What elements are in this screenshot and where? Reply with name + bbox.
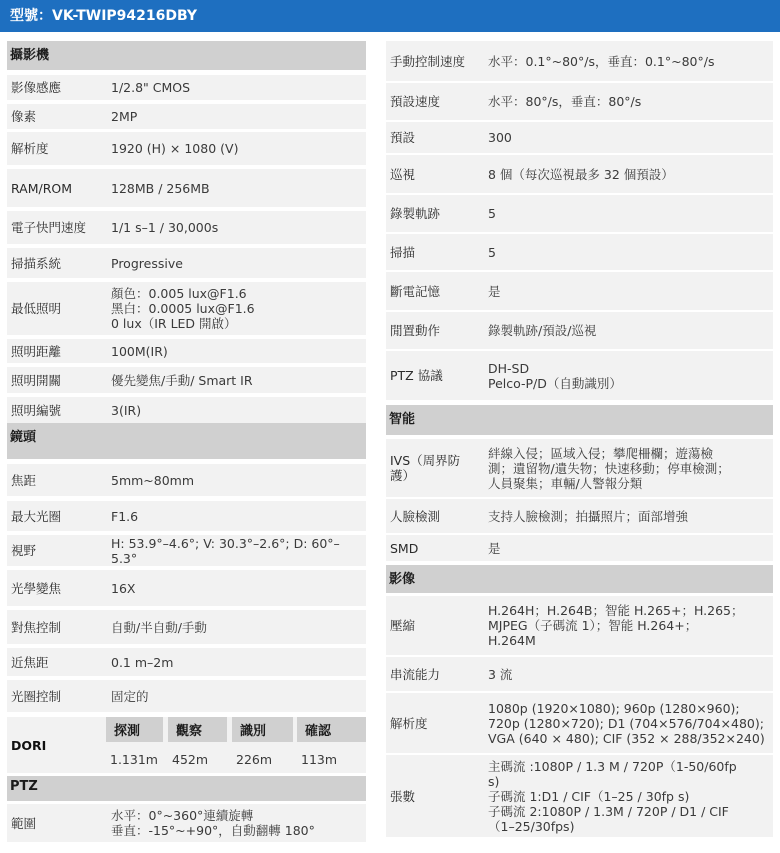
- spec-value: [106, 169, 366, 207]
- spec-value-line: 水平：0°~360°連續旋轉: [111, 808, 254, 823]
- dori-header: 確認: [297, 717, 366, 742]
- spec-row: [386, 657, 773, 691]
- spec-value-line: 3(IR): [111, 402, 142, 418]
- spec-label: 電子快門速度: [11, 220, 87, 235]
- spec-value-line: 水平：80°/s，垂直：80°/s: [488, 94, 642, 109]
- dori-value: 226m: [232, 745, 293, 773]
- spec-value-line: 水平：0.1°~80°/s，垂直：0.1°~80°/s: [488, 53, 715, 69]
- spec-value: [106, 248, 366, 278]
- spec-row: [7, 570, 366, 606]
- spec-value-line: 固定的: [111, 688, 149, 704]
- spec-value: [483, 755, 773, 837]
- spec-value: [106, 804, 366, 842]
- spec-value-line: 5: [488, 244, 496, 260]
- spec-label: 光圈控制: [11, 688, 62, 704]
- spec-value: [106, 104, 366, 129]
- spec-value: [106, 397, 366, 423]
- spec-row: [386, 234, 773, 270]
- spec-value-line: 顏色：0.005 lux@F1.6: [111, 286, 247, 301]
- section-title: 鏡頭: [10, 430, 37, 445]
- spec-value: [483, 351, 773, 400]
- spec-value-line: （1–25/30fps): [488, 818, 575, 834]
- spec-value: [106, 282, 366, 335]
- spec-value-line: H: 53.9°–4.6°; V: 30.3°–2.6°; D: 60°–5.3°: [111, 535, 340, 566]
- spec-label: 預設速度: [390, 94, 441, 109]
- spec-value-line: 16X: [111, 580, 136, 596]
- spec-label: 手動控制速度: [390, 53, 466, 69]
- spec-row: [7, 610, 366, 644]
- dori-value: 1.131m: [106, 745, 163, 773]
- spec-value-line: 是: [488, 540, 501, 556]
- spec-value-line: 支持人臉檢測；拍攝照片；面部增強: [488, 508, 689, 524]
- section-title: 影像: [389, 572, 416, 587]
- spec-value: [483, 155, 773, 193]
- spec-label: 閒置動作: [390, 323, 441, 338]
- spec-label: PTZ 協議: [390, 368, 443, 383]
- spec-value-line: 子碼流 1:D1 / CIF（1–25 / 30fp s): [488, 788, 690, 804]
- spec-value-line: 5mm~80mm: [111, 472, 195, 488]
- section-camera: [7, 41, 366, 70]
- spec-row: [386, 83, 773, 120]
- spec-label: 最低照明: [11, 301, 62, 316]
- spec-value: [106, 535, 366, 566]
- spec-value: [483, 535, 773, 561]
- spec-value-line: 錄製軌跡/預設/巡視: [488, 323, 597, 338]
- spec-label: SMD: [390, 540, 419, 556]
- spec-row: [386, 272, 773, 310]
- spec-label: 解析度: [11, 141, 49, 156]
- spec-row: [386, 596, 773, 655]
- spec-row: [386, 195, 773, 232]
- spec-value: [483, 657, 773, 691]
- spec-value-line: 1920 (H) × 1080 (V): [111, 141, 239, 156]
- spec-value-line: 100M(IR): [111, 343, 168, 359]
- spec-value-line: 300: [488, 130, 512, 145]
- spec-value-line: MJPEG（子碼流 1）；智能 H.264+；: [488, 618, 698, 633]
- spec-value: [106, 680, 366, 712]
- spec-value-line: 3 流: [488, 666, 513, 682]
- spec-label: 掃描: [390, 244, 416, 260]
- spec-value: [106, 211, 366, 244]
- spec-value-line: 0 lux（IR LED 開啟）: [111, 316, 237, 331]
- spec-value-line: 1/1 s–1 / 30,000s: [111, 220, 219, 235]
- spec-label: 焦距: [11, 472, 37, 488]
- spec-value-line: 1080p (1920×1080); 960p (1280×960);: [488, 700, 740, 716]
- spec-label: 最大光圈: [11, 508, 62, 524]
- spec-row: [386, 755, 773, 837]
- spec-value-line: 720p (1280×720); D1 (704×576/704×480);: [488, 715, 764, 731]
- spec-value-line: s): [488, 773, 500, 789]
- spec-value-line: 垂直：-15°~+90°，自動翻轉 180°: [111, 823, 315, 838]
- spec-value-line: 優先變焦/手動/ Smart IR: [111, 372, 253, 388]
- spec-value-line: 測；遺留物/遺失物；快速移動；停車檢測；: [488, 460, 730, 476]
- spec-value-line: VGA (640 × 480); CIF (352 × 288/352×240): [488, 730, 765, 746]
- spec-row: [386, 41, 773, 81]
- spec-row: [7, 104, 366, 129]
- dori-label: DORI: [11, 737, 47, 753]
- spec-row: [386, 155, 773, 193]
- spec-value-line: 0.1 m–2m: [111, 654, 174, 670]
- spec-value: [483, 693, 773, 753]
- spec-value-line: 絆線入侵；區域入侵；攀爬柵欄；遊蕩檢: [488, 445, 714, 461]
- spec-value: [106, 610, 366, 644]
- spec-label: 解析度: [390, 715, 428, 731]
- spec-row: [386, 439, 773, 497]
- dori-header: 識別: [232, 717, 293, 742]
- spec-label: 斷電記憶: [390, 283, 441, 299]
- spec-value: [106, 464, 366, 496]
- spec-row: [7, 648, 366, 676]
- spec-label: 預設: [390, 130, 416, 145]
- spec-value: [106, 367, 366, 393]
- spec-row: [7, 397, 366, 423]
- spec-value-line: 主碼流 :1080P / 1.3 M / 720P（1-50/60fp: [488, 758, 737, 774]
- spec-value: [106, 339, 366, 363]
- dori-value: 113m: [297, 745, 366, 773]
- section-lens: [7, 423, 366, 459]
- section-smart: [386, 405, 773, 435]
- spec-value: [483, 234, 773, 270]
- spec-label: 壓縮: [390, 618, 416, 633]
- dori-header: 觀察: [168, 717, 227, 742]
- section-title: PTZ: [10, 779, 38, 794]
- spec-label: IVS（周界防護）: [390, 453, 461, 483]
- spec-label: 錄製軌跡: [390, 206, 441, 221]
- spec-value: [483, 439, 773, 497]
- spec-row: [7, 535, 366, 566]
- spec-value: [483, 272, 773, 310]
- section-video: [386, 565, 773, 593]
- spec-value-line: Progressive: [111, 255, 183, 271]
- spec-value-line: H.264H；H.264B；智能 H.265+；H.265；: [488, 603, 744, 618]
- spec-value-line: 128MB / 256MB: [111, 180, 210, 196]
- spec-value: [483, 312, 773, 349]
- spec-value-line: Pelco-P/D（自動識別）: [488, 375, 622, 391]
- section-ptz: [7, 776, 366, 801]
- spec-label: 張數: [390, 788, 416, 804]
- model-title: 型號：VK-TWIP94216DBY: [10, 8, 198, 24]
- spec-label: RAM/ROM: [11, 180, 73, 196]
- spec-value-line: 5: [488, 206, 496, 221]
- spec-label: 光學變焦: [11, 580, 62, 596]
- spec-value-line: 人員聚集；車輛/人警報分類: [488, 475, 643, 491]
- spec-value-line: 1/2.8" CMOS: [111, 80, 191, 95]
- spec-row: [7, 211, 366, 244]
- spec-label: 照明開關: [11, 372, 62, 388]
- spec-row: [7, 367, 366, 393]
- spec-label: 人臉檢測: [390, 508, 441, 524]
- spec-value: [483, 122, 773, 153]
- spec-value-line: 2MP: [111, 109, 138, 124]
- spec-value: [483, 499, 773, 533]
- spec-label: 對焦控制: [11, 619, 62, 635]
- spec-value-line: 自動/半自動/手動: [111, 619, 207, 635]
- spec-label: 近焦距: [11, 654, 49, 670]
- spec-label: 照明距離: [11, 343, 62, 359]
- section-title: 攝影機: [10, 48, 50, 63]
- spec-row: [7, 282, 366, 335]
- spec-row: [7, 804, 366, 842]
- spec-row: [386, 351, 773, 400]
- spec-row: [386, 499, 773, 533]
- dori-header: 探測: [106, 717, 163, 742]
- spec-row: [7, 464, 366, 496]
- spec-value: [483, 41, 773, 81]
- spec-row: [7, 132, 366, 165]
- spec-label: 掃描系統: [11, 255, 62, 271]
- model-title-bar: [0, 0, 780, 32]
- spec-label: 範圍: [11, 815, 37, 831]
- spec-label: 照明編號: [11, 402, 62, 418]
- spec-row: [7, 248, 366, 278]
- spec-label: 視野: [11, 543, 37, 558]
- spec-label: 像素: [11, 109, 37, 124]
- spec-row: [7, 680, 366, 712]
- spec-row: [7, 169, 366, 207]
- spec-value: [106, 648, 366, 676]
- spec-value-line: 8 個（每次巡視最多 32 個預設）: [488, 166, 674, 182]
- spec-value-line: H.264M: [488, 633, 536, 648]
- spec-value-line: F1.6: [111, 508, 139, 524]
- spec-label: 串流能力: [390, 666, 441, 682]
- dori-value: 452m: [168, 745, 227, 773]
- spec-value: [106, 501, 366, 531]
- spec-value: [483, 596, 773, 655]
- spec-row: [7, 339, 366, 363]
- spec-row: [7, 75, 366, 100]
- spec-value: [106, 75, 366, 100]
- spec-row: [386, 693, 773, 753]
- spec-value-line: DH-SD: [488, 360, 530, 376]
- spec-value-line: 子碼流 2:1080P / 1.3M / 720P / D1 / CIF: [488, 803, 729, 819]
- spec-row: [386, 312, 773, 349]
- section-title: 智能: [389, 412, 416, 427]
- spec-value: [483, 195, 773, 232]
- spec-row: [7, 501, 366, 531]
- spec-row: [386, 535, 773, 561]
- spec-row: [386, 122, 773, 153]
- spec-value-line: 黑白：0.0005 lux@F1.6: [111, 301, 255, 316]
- spec-label: 巡視: [390, 166, 416, 182]
- spec-value-line: 是: [488, 283, 501, 299]
- spec-value: [106, 570, 366, 606]
- spec-value: [483, 83, 773, 120]
- dori-row: [7, 717, 366, 773]
- spec-value: [106, 132, 366, 165]
- spec-label: 影像感應: [11, 80, 62, 95]
